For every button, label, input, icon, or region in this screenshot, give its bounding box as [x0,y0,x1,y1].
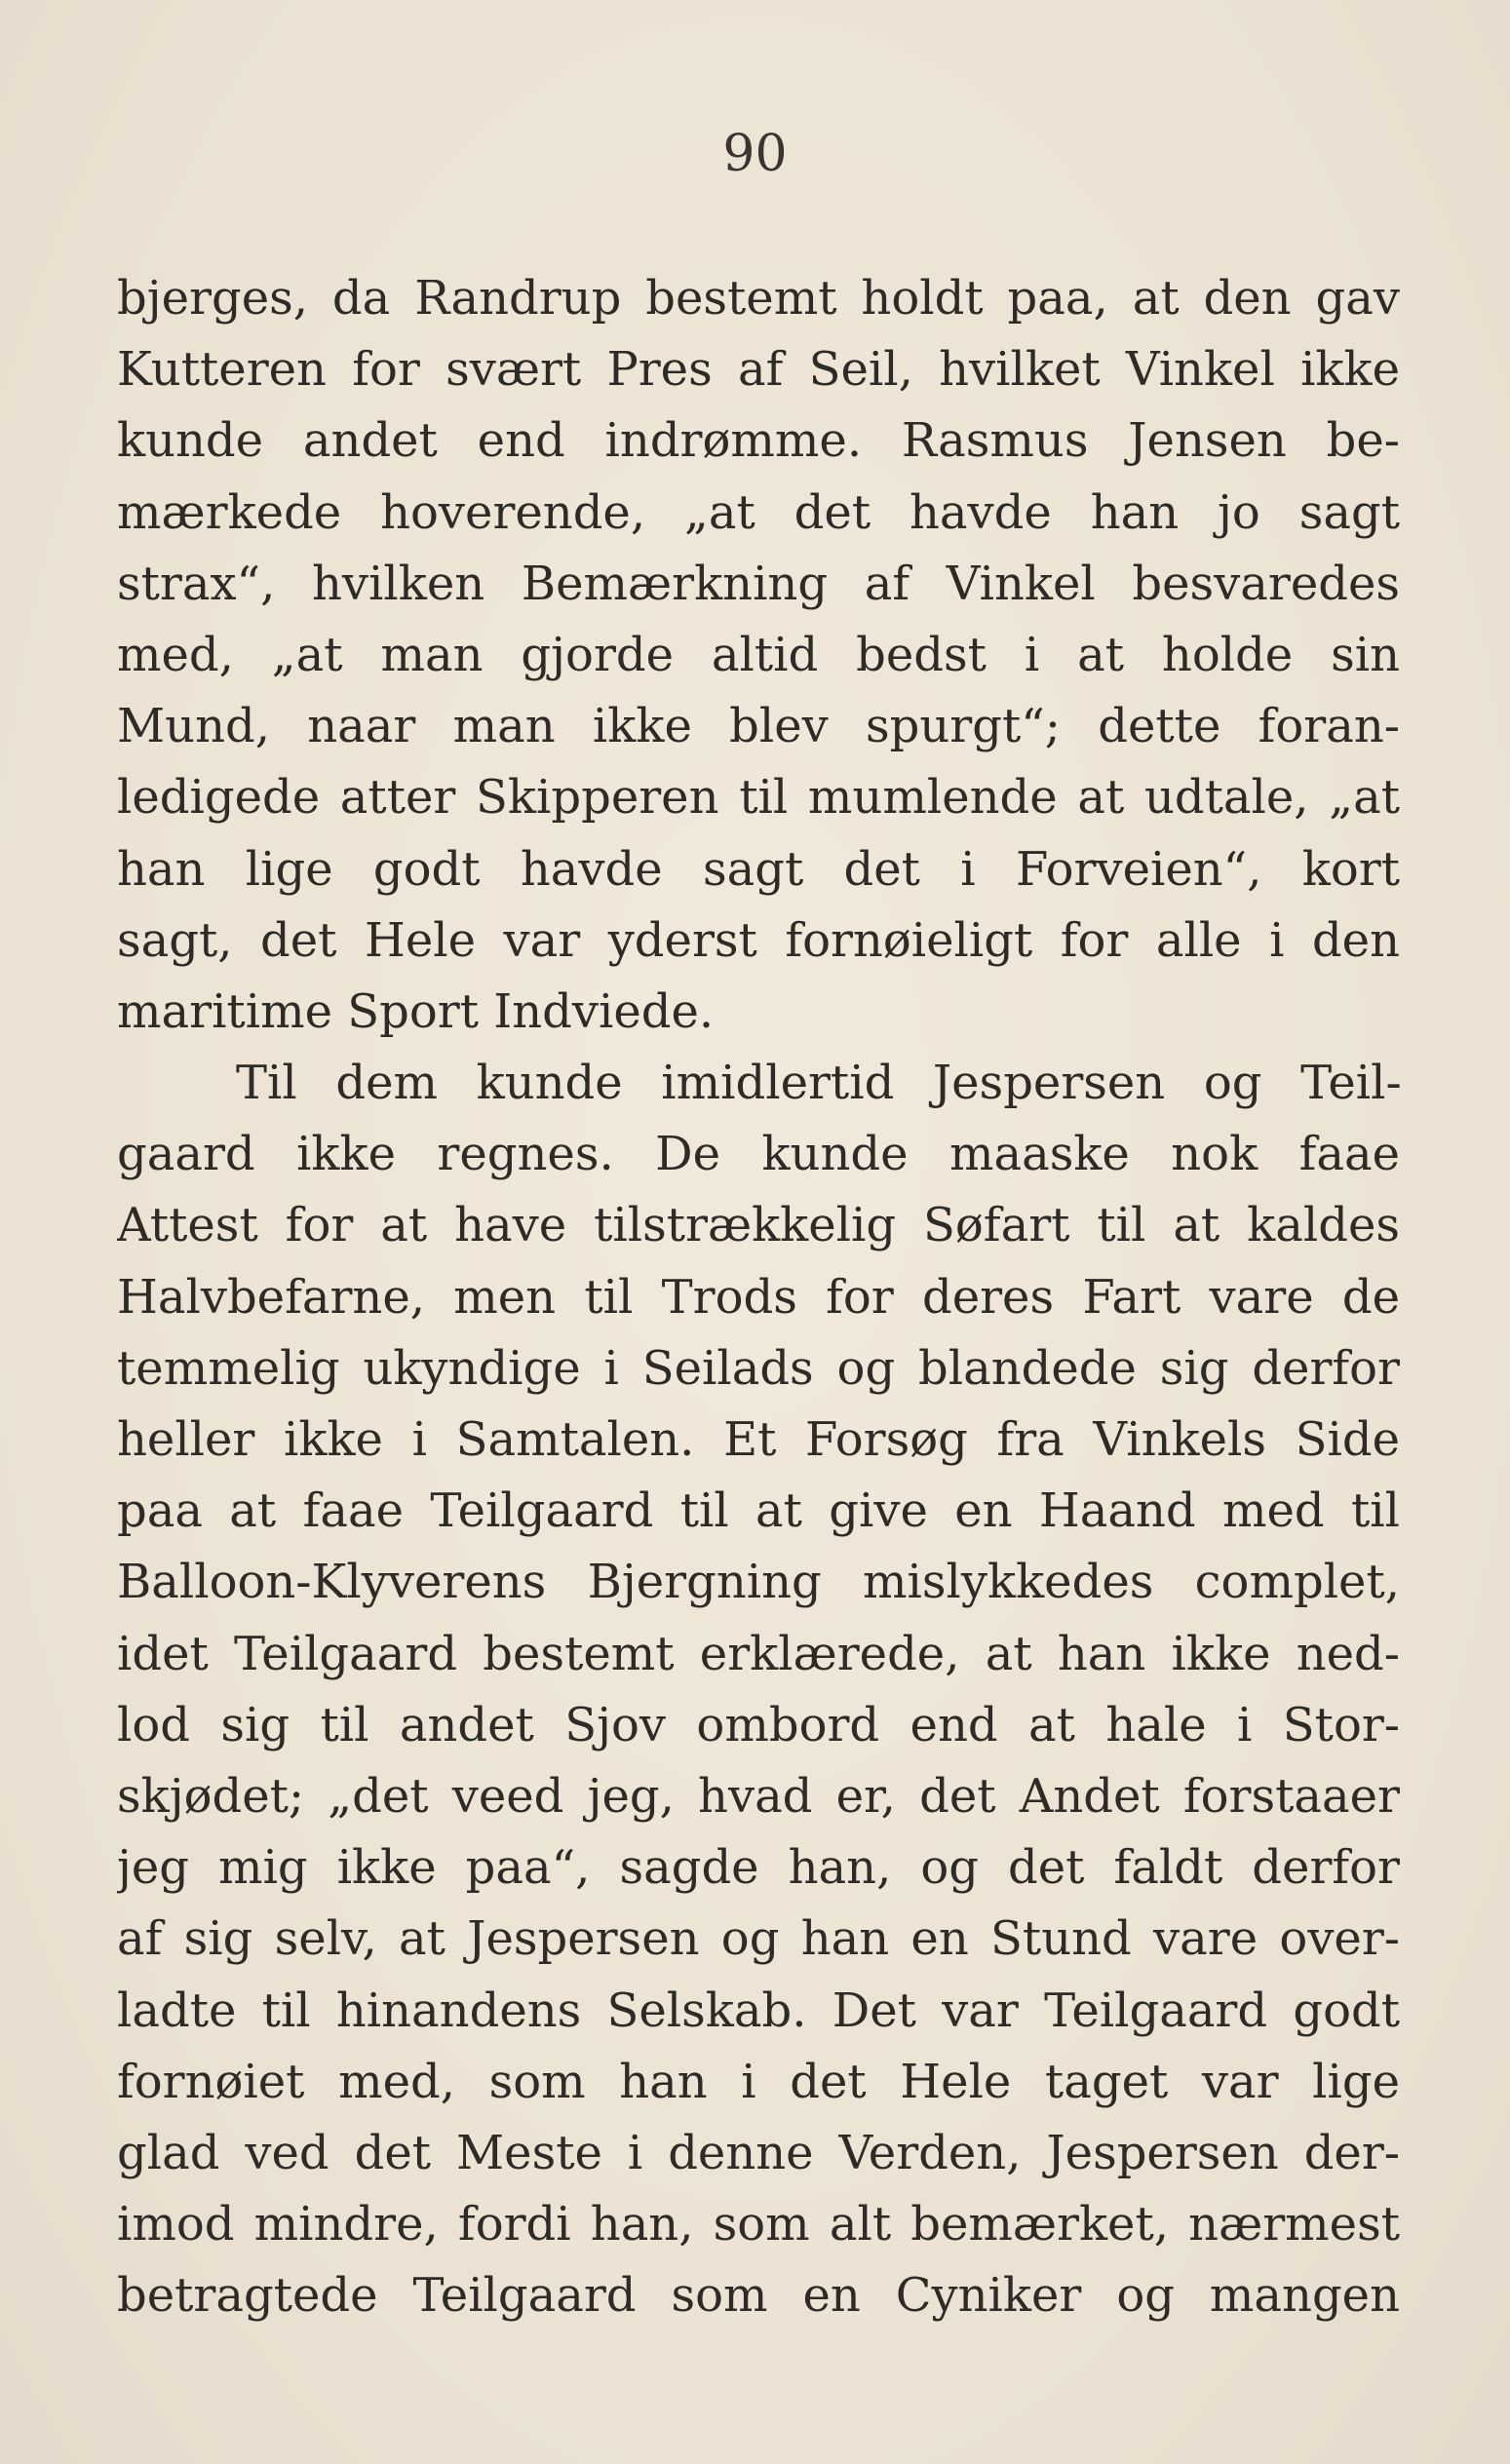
body-text [117,263,1400,2331]
text-line: kunde andet end indrømme. Rasmus Jensen be- [117,413,1400,469]
text-line: af sig selv, at Jespersen og han en Stund vare over- [117,1911,1400,1967]
text-line: glad ved det Meste i denne Verden, Jespersen der- [117,2125,1400,2180]
page-number: 90 [722,125,788,183]
text-line: betragtede Teilgaard som en Cyniker og mangen [117,2268,1400,2324]
text-line: ladte til hinandens Selskab. Det var Teilgaard godt [117,1983,1400,2038]
text-line: Balloon-Klyverens Bjergning mislykkedes complet, [117,1555,1400,1610]
text-line: paa at faae Teilgaard til at give en Haand med til [117,1483,1400,1539]
text-line: bjerges, da Randrup bestemt holdt paa, at den gav [117,271,1400,326]
text-line: lod sig til andet Sjov ombord end at hale i Stor- [117,1697,1400,1752]
text-line: strax“, hvilken Bemærkning af Vinkel besvaredes [117,556,1400,611]
text-line: ledigede atter Skipperen til mumlende at udtale, „at [117,770,1400,826]
text-line: med, „at man gjorde altid bedst i at holde sin [117,627,1400,682]
text-line: Halvbefarne, men til Trods for deres Fart vare de [117,1269,1400,1325]
text-line: heller ikke i Samtalen. Et Forsøg fra Vinkels Side [117,1412,1400,1467]
text-line: mærkede hoverende, „at det havde han jo sagt [117,484,1400,540]
paragraph-end-line: maritime Sport Indviede. [117,983,715,1039]
text-line: Attest for at have tilstrækkelig Søfart til at kaldes [117,1198,1400,1253]
text-line: temmelig ukyndige i Seilads og blandede sig derfor [117,1340,1400,1396]
text-line: sagt, det Hele var yderst fornøieligt for alle i den [117,912,1400,968]
text-line: fornøiet med, som han i det Hele taget var lige [117,2054,1400,2109]
text-line: skjødet; „det veed jeg, hvad er, det Andet forstaaer [117,1768,1400,1824]
text-line: han lige godt havde sagt det i Forveien“, kort [117,841,1400,897]
text-line: jeg mig ikke paa“, sagde han, og det faldt derfor [117,1840,1400,1896]
text-line: gaard ikke regnes. De kunde maaske nok faae [117,1127,1400,1182]
text-line: idet Teilgaard bestemt erklærede, at han ikke ned- [117,1626,1400,1681]
text-line: Mund, naar man ikke blev spurgt“; dette foran- [117,699,1400,754]
text-line: imod mindre, fordi han, som alt bemærket, nærmest [117,2197,1400,2252]
paragraph-start-line: Til dem kunde imidlertid Jespersen og Teil- [236,1056,1400,1111]
text-line: Kutteren for svært Pres af Seil, hvilket Vinkel ikke [117,342,1400,398]
